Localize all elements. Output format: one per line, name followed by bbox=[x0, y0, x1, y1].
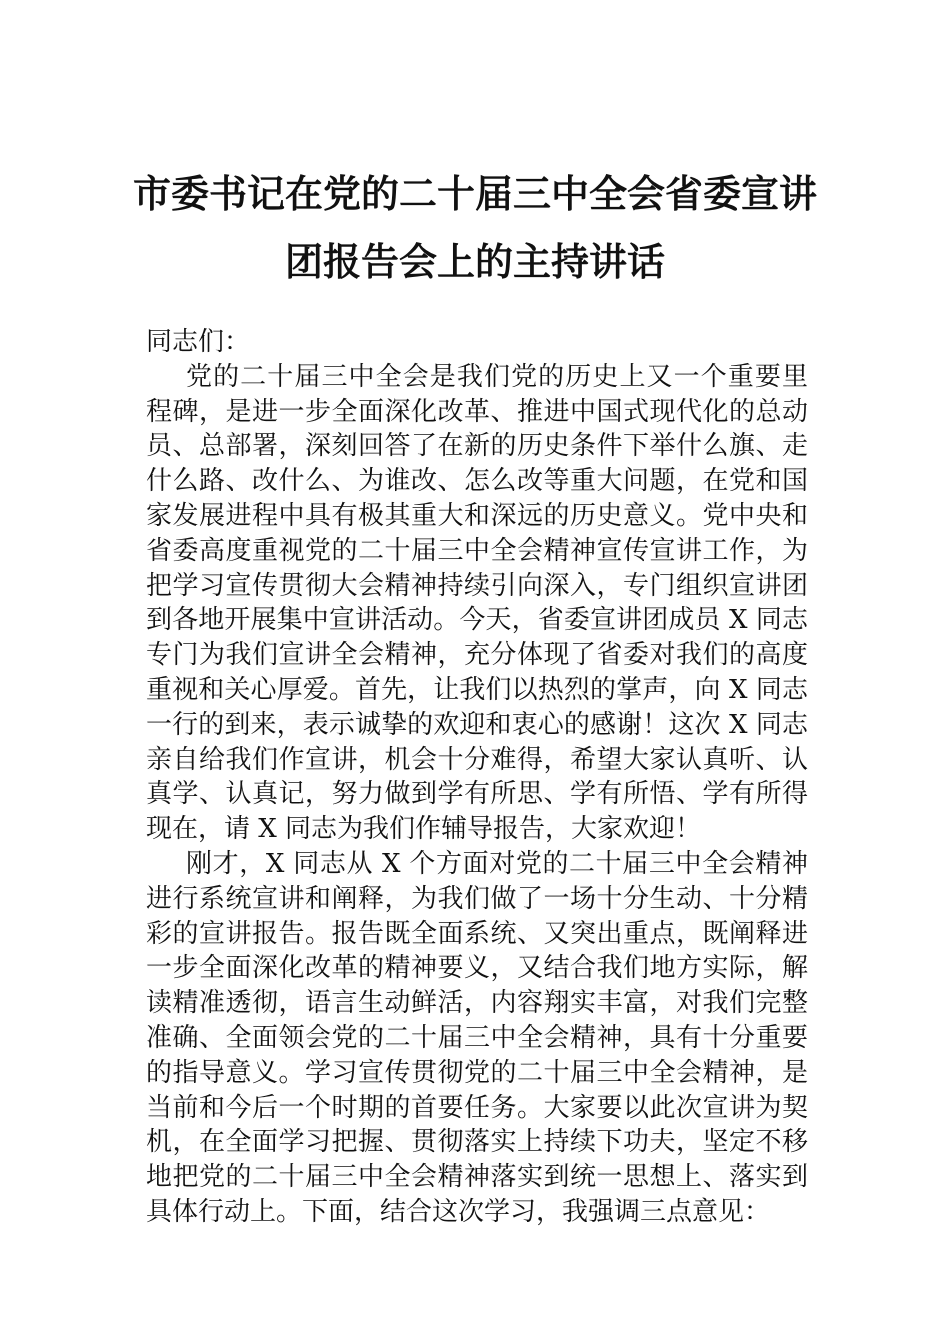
paragraph-line: 一行的到来，表示诚挚的欢迎和衷心的感谢！这次 X 同志 bbox=[146, 709, 808, 740]
paragraph-line: 彩的宣讲报告。报告既全面系统、又突出重点，既阐释进 bbox=[146, 918, 808, 949]
document-title bbox=[120, 160, 830, 296]
paragraph-line: 到各地开展集中宣讲活动。今天，省委宣讲团成员 X 同志 bbox=[146, 605, 808, 636]
paragraph-line: 程碑，是进一步全面深化改革、推进中国式现代化的总动 bbox=[146, 396, 808, 427]
paragraph-line: 当前和今后一个时期的首要任务。大家要以此次宣讲为契 bbox=[146, 1092, 808, 1123]
paragraph-line: 的指导意义。学习宣传贯彻党的二十届三中全会精神，是 bbox=[146, 1057, 808, 1088]
paragraph-line: 真学、认真记，努力做到学有所思、学有所悟、学有所得 bbox=[146, 779, 808, 810]
title-line-1: 市委书记在党的二十届三中全会省委宣讲 bbox=[132, 171, 817, 216]
paragraph-line: 省委高度重视党的二十届三中全会精神宣传宣讲工作，为 bbox=[146, 535, 808, 566]
paragraph-2 bbox=[146, 847, 808, 1230]
paragraph-line: 准确、全面领会党的二十届三中全会精神，具有十分重要 bbox=[146, 1022, 808, 1053]
paragraph-line: 重视和关心厚爱。首先，让我们以热烈的掌声，向 X 同志 bbox=[146, 674, 808, 705]
paragraph-line: 现在，请 X 同志为我们作辅导报告，大家欢迎！ bbox=[146, 814, 702, 845]
paragraph-line: 具体行动上。下面，结合这次学习，我强调三点意见： bbox=[146, 1196, 771, 1227]
paragraph-line: 专门为我们宣讲全会精神，充分体现了省委对我们的高度 bbox=[146, 640, 808, 671]
paragraph-line: 地把党的二十届三中全会精神落实到统一思想上、落实到 bbox=[146, 1162, 808, 1193]
paragraph-line: 亲自给我们作宣讲，机会十分难得，希望大家认真听、认 bbox=[146, 744, 808, 775]
paragraph-line: 进行系统宣讲和阐释，为我们做了一场十分生动、十分精 bbox=[146, 883, 808, 914]
paragraph-line: 读精准透彻，语言生动鲜活，内容翔实丰富，对我们完整 bbox=[146, 988, 808, 1019]
title-line-2: 团报告会上的主持讲话 bbox=[284, 239, 665, 284]
paragraph-line: 什么路、改什么、为谁改、怎么改等重大问题，在党和国 bbox=[146, 466, 808, 497]
paragraph-line: 党的二十届三中全会是我们党的历史上又一个重要里 bbox=[186, 361, 808, 392]
paragraph-line: 把学习宣传贯彻大会精神持续引向深入，专门组织宣讲团 bbox=[146, 570, 808, 601]
paragraph-line: 家发展进程中具有极其重大和深远的历史意义。党中央和 bbox=[146, 500, 808, 531]
paragraph-line: 员、总部署，深刻回答了在新的历史条件下举什么旗、走 bbox=[146, 431, 808, 462]
paragraph-line: 刚才，X 同志从 X 个方面对党的二十届三中全会精神 bbox=[186, 848, 808, 879]
document-body bbox=[146, 325, 808, 1230]
paragraph-line: 机，在全面学习把握、贯彻落实上持续下功夫，坚定不移 bbox=[146, 1127, 808, 1158]
salutation: 同志们： bbox=[146, 327, 251, 357]
paragraph-1 bbox=[146, 360, 808, 847]
paragraph-line: 一步全面深化改革的精神要义，又结合我们地方实际，解 bbox=[146, 953, 808, 984]
